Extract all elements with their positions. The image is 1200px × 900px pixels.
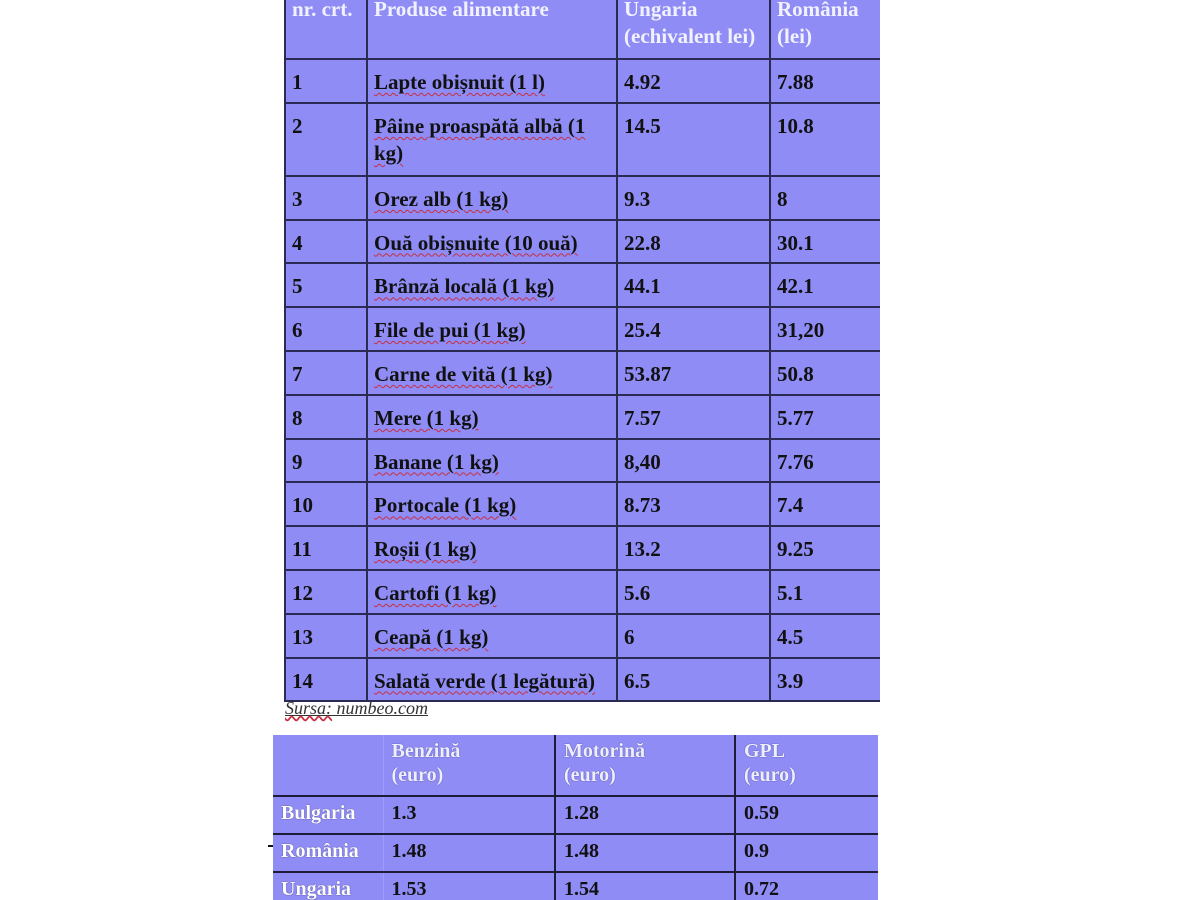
row-number-cell: 2 bbox=[285, 103, 367, 176]
header-nr: nr. crt. bbox=[285, 0, 367, 59]
country-cell: Bulgaria bbox=[273, 796, 383, 834]
food-table-row bbox=[285, 439, 880, 483]
fuel-header-country bbox=[273, 735, 383, 796]
food-table-header-row bbox=[285, 0, 880, 59]
product-name: Ouă obișnuite (10 ouă) bbox=[374, 230, 578, 255]
hungary-price-cell: 25.4 bbox=[617, 307, 770, 351]
hungary-price-cell: 53.87 bbox=[617, 351, 770, 395]
food-table-row bbox=[285, 59, 880, 103]
food-table-body bbox=[285, 59, 880, 701]
fuel-price-cell: 0.72 bbox=[735, 872, 878, 900]
hungary-price-cell: 6 bbox=[617, 614, 770, 658]
food-table-row bbox=[285, 307, 880, 351]
hungary-price-cell: 8,40 bbox=[617, 439, 770, 483]
food-table-row bbox=[285, 176, 880, 220]
row-number-cell: 12 bbox=[285, 570, 367, 614]
fuel-header-name: Motorină bbox=[564, 740, 646, 762]
romania-price-cell: 4.5 bbox=[770, 614, 880, 658]
row-number-cell: 11 bbox=[285, 526, 367, 570]
fuel-header-lpg bbox=[735, 735, 878, 796]
source-link[interactable]: numbeo.com bbox=[336, 698, 428, 718]
header-product: Produse alimentare bbox=[367, 0, 617, 59]
food-table-row bbox=[285, 263, 880, 307]
header-romania: România (lei) bbox=[770, 0, 880, 59]
romania-price-cell: 8 bbox=[770, 176, 880, 220]
country-cell: Ungaria bbox=[273, 872, 383, 900]
fuel-header-diesel bbox=[555, 735, 735, 796]
fuel-price-cell: 1.53 bbox=[383, 872, 555, 900]
fuel-table-row bbox=[273, 796, 878, 834]
row-number-cell: 10 bbox=[285, 482, 367, 526]
food-price-table bbox=[284, 0, 880, 702]
food-table-row bbox=[285, 526, 880, 570]
source-label: Sursa: bbox=[285, 698, 333, 718]
product-name: Portocale (1 kg) bbox=[374, 493, 517, 518]
fuel-header-unit: (euro) bbox=[564, 764, 616, 786]
product-name: Lapte obișnuit (1 l) bbox=[374, 70, 545, 94]
product-name: Mere (1 kg) bbox=[374, 405, 479, 430]
row-number-cell: 3 bbox=[285, 176, 367, 220]
food-table-row bbox=[285, 614, 880, 658]
row-number-cell: 6 bbox=[285, 307, 367, 351]
product-name-cell bbox=[367, 395, 617, 439]
row-number-cell: 9 bbox=[285, 439, 367, 483]
product-name: Ceapă (1 kg) bbox=[374, 624, 489, 649]
hungary-price-cell: 6.5 bbox=[617, 658, 770, 702]
food-table-row bbox=[285, 482, 880, 526]
fuel-price-cell: 1.54 bbox=[555, 872, 735, 900]
product-name-cell bbox=[367, 658, 617, 702]
fuel-price-cell: 1.48 bbox=[555, 834, 735, 872]
food-table-row bbox=[285, 658, 880, 702]
product-name-cell bbox=[367, 220, 617, 264]
row-number-cell: 14 bbox=[285, 658, 367, 702]
product-name-cell bbox=[367, 103, 617, 176]
product-name-cell bbox=[367, 59, 617, 103]
product-name: Roșii (1 kg) bbox=[374, 537, 477, 562]
fuel-table-row bbox=[273, 834, 878, 872]
hungary-price-cell: 4.92 bbox=[617, 59, 770, 103]
hungary-price-cell: 44.1 bbox=[617, 263, 770, 307]
product-name: Salată verde (1 legătură) bbox=[374, 668, 596, 693]
romania-price-cell: 9.25 bbox=[770, 526, 880, 570]
fuel-price-table bbox=[273, 735, 878, 900]
product-name-cell bbox=[367, 176, 617, 220]
fuel-header-unit: (euro) bbox=[744, 764, 796, 786]
romania-price-cell: 42.1 bbox=[770, 263, 880, 307]
hungary-price-cell: 14.5 bbox=[617, 103, 770, 176]
hungary-price-cell: 13.2 bbox=[617, 526, 770, 570]
fuel-header-name: GPL bbox=[744, 740, 786, 762]
romania-price-cell: 5.1 bbox=[770, 570, 880, 614]
fuel-table-header-row bbox=[273, 735, 878, 796]
row-number-cell: 4 bbox=[285, 220, 367, 264]
hungary-price-cell: 22.8 bbox=[617, 220, 770, 264]
product-name: Orez alb (1 kg) bbox=[374, 186, 509, 211]
product-name-cell bbox=[367, 482, 617, 526]
romania-price-cell: 3.9 bbox=[770, 658, 880, 702]
product-name-cell bbox=[367, 439, 617, 483]
romania-price-cell: 10.8 bbox=[770, 103, 880, 176]
row-number-cell: 1 bbox=[285, 59, 367, 103]
hungary-price-cell: 8.73 bbox=[617, 482, 770, 526]
header-hungary: Ungaria (echivalent lei) bbox=[617, 0, 770, 59]
product-name-cell bbox=[367, 263, 617, 307]
romania-price-cell: 7.4 bbox=[770, 482, 880, 526]
source-note bbox=[285, 698, 428, 719]
fuel-price-cell: 0.59 bbox=[735, 796, 878, 834]
row-number-cell: 5 bbox=[285, 263, 367, 307]
fuel-header-petrol bbox=[383, 735, 555, 796]
hungary-price-cell: 7.57 bbox=[617, 395, 770, 439]
fuel-table-row bbox=[273, 872, 878, 900]
row-number-cell: 13 bbox=[285, 614, 367, 658]
product-name: Cartofi (1 kg) bbox=[374, 580, 497, 605]
food-table-row bbox=[285, 220, 880, 264]
romania-price-cell: 7.88 bbox=[770, 59, 880, 103]
fuel-table-body bbox=[273, 796, 878, 900]
food-table-row bbox=[285, 103, 880, 176]
fuel-header-unit: (euro) bbox=[391, 764, 444, 786]
country-cell: România bbox=[273, 834, 383, 872]
product-name: Brânză locală (1 kg) bbox=[374, 274, 555, 299]
romania-price-cell: 7.76 bbox=[770, 439, 880, 483]
romania-price-cell: 31,20 bbox=[770, 307, 880, 351]
romania-price-cell: 30.1 bbox=[770, 220, 880, 264]
product-name-cell bbox=[367, 614, 617, 658]
product-name: File de pui (1 kg) bbox=[374, 318, 526, 343]
product-name-cell bbox=[367, 307, 617, 351]
food-table-row bbox=[285, 351, 880, 395]
romania-price-cell: 5.77 bbox=[770, 395, 880, 439]
fuel-price-cell: 1.48 bbox=[383, 834, 555, 872]
row-number-cell: 8 bbox=[285, 395, 367, 439]
product-name-cell bbox=[367, 526, 617, 570]
food-table-row bbox=[285, 395, 880, 439]
product-name-cell bbox=[367, 351, 617, 395]
food-table-row bbox=[285, 570, 880, 614]
product-name: Carne de vită (1 kg) bbox=[374, 361, 553, 386]
fuel-price-cell: 1.28 bbox=[555, 796, 735, 834]
product-name: Banane (1 kg) bbox=[374, 449, 499, 474]
product-name-cell bbox=[367, 570, 617, 614]
row-number-cell: 7 bbox=[285, 351, 367, 395]
romania-price-cell: 50.8 bbox=[770, 351, 880, 395]
product-name: Pâine proaspătă albă (1 kg) bbox=[374, 113, 586, 165]
hungary-price-cell: 5.6 bbox=[617, 570, 770, 614]
fuel-price-cell: 1.3 bbox=[383, 796, 555, 834]
hungary-price-cell: 9.3 bbox=[617, 176, 770, 220]
fuel-price-cell: 0.9 bbox=[735, 834, 878, 872]
fuel-header-name: Benzină bbox=[391, 740, 461, 762]
